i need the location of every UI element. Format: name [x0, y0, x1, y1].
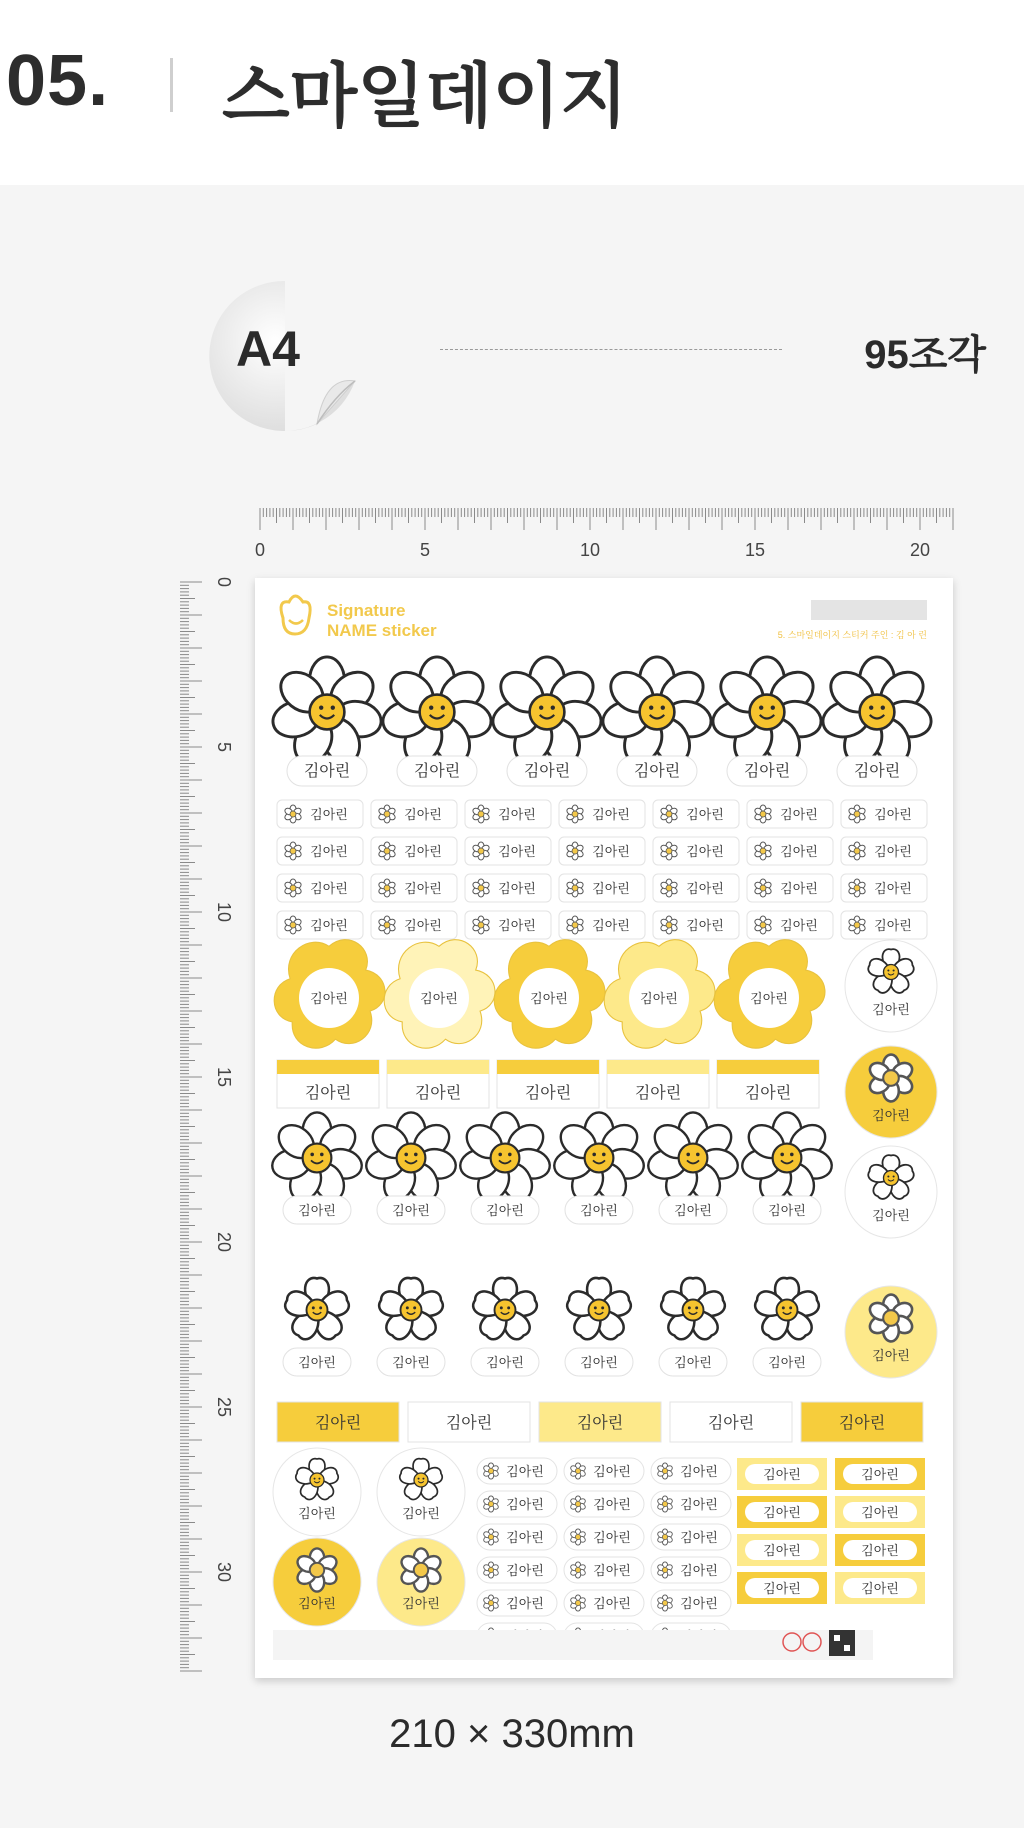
sticker-sheet	[255, 578, 953, 1678]
mini-name-label	[564, 1458, 644, 1484]
daisy-name-sticker	[659, 1278, 727, 1376]
ruler-label: 15	[214, 1066, 234, 1088]
sticker-name: 김아린	[580, 1203, 618, 1218]
flower-icon	[848, 879, 867, 897]
mini-name-label	[651, 1458, 731, 1484]
smiling-daisy-icon	[377, 1278, 445, 1343]
sticker-name: 김아린	[780, 807, 818, 822]
round-daisy-sticker	[845, 940, 937, 1032]
sticker-name: 김아린	[506, 1563, 544, 1578]
tab-name-label	[717, 1060, 819, 1108]
horizontal-ruler-ticks	[260, 508, 953, 530]
tab-name-label	[277, 1060, 379, 1108]
page-header	[0, 0, 1024, 185]
sticker-name: 김아린	[498, 844, 536, 859]
sticker-name: 김아린	[853, 763, 901, 780]
flower-icon	[483, 1496, 500, 1512]
flower-frame-sticker	[604, 940, 715, 1049]
sticker-name: 김아린	[763, 1505, 801, 1520]
daisy-name-sticker	[565, 1278, 633, 1376]
sticker-name: 김아린	[303, 763, 351, 780]
daisy-name-sticker	[269, 1112, 364, 1224]
small-name-label	[747, 911, 833, 939]
framed-name-label	[737, 1572, 827, 1604]
small-name-label	[277, 837, 363, 865]
framed-name-label	[835, 1458, 925, 1490]
sticker-name: 김아린	[414, 1085, 462, 1102]
sticker-name: 김아린	[768, 1203, 806, 1218]
sticker-name: 김아린	[506, 1497, 544, 1512]
vertical-ruler-ticks	[180, 582, 202, 1671]
ruler-label: 10	[214, 901, 234, 923]
sticker-name: 김아린	[686, 844, 724, 859]
flower-icon	[660, 805, 679, 823]
sticker-name: 김아린	[304, 1085, 352, 1102]
sticker-name: 김아린	[498, 918, 536, 933]
small-name-label	[841, 911, 927, 939]
sheet-caption: 5. 스마일데이지 스티커 주인 : 김 아 린	[777, 630, 927, 640]
sticker-name: 김아린	[498, 807, 536, 822]
flower-icon	[378, 916, 397, 934]
sticker-name: 김아린	[592, 881, 630, 896]
smiling-daisy-icon	[819, 657, 934, 769]
flower-frame-sticker	[384, 940, 495, 1049]
small-name-label	[653, 800, 739, 828]
small-name-label	[559, 837, 645, 865]
mini-name-label	[477, 1458, 557, 1484]
small-name-label	[747, 837, 833, 865]
small-name-label	[841, 874, 927, 902]
header-divider	[170, 58, 173, 112]
framed-name-label	[737, 1496, 827, 1528]
flower-icon	[754, 842, 773, 860]
sticker-sheet-art	[255, 578, 953, 1678]
sticker-name: 김아린	[402, 1596, 440, 1611]
sticker-name: 김아린	[404, 881, 442, 896]
mini-name-label	[477, 1557, 557, 1583]
sticker-name: 김아린	[861, 1505, 899, 1520]
sticker-name: 김아린	[592, 844, 630, 859]
large-daisy-sticker	[599, 657, 714, 786]
sticker-name: 김아린	[674, 1203, 712, 1218]
flower-icon	[754, 805, 773, 823]
label-top-bar	[607, 1060, 709, 1074]
horizontal-ruler-labels	[255, 540, 930, 560]
mini-name-label	[477, 1524, 557, 1550]
small-name-label	[277, 800, 363, 828]
daisy-name-sticker	[363, 1112, 458, 1224]
flower-icon	[660, 842, 679, 860]
smiling-daisy-icon	[457, 1112, 552, 1205]
flower-icon	[284, 805, 303, 823]
sticker-name: 김아린	[310, 844, 348, 859]
small-name-label	[465, 837, 551, 865]
sheet-dimensions: 210 × 330mm	[389, 1712, 635, 1756]
sticker-name: 김아린	[874, 844, 912, 859]
flower-icon	[848, 842, 867, 860]
sticker-name: 김아린	[298, 1506, 336, 1521]
flower-icon	[472, 842, 491, 860]
smiling-daisy-icon	[379, 657, 494, 769]
flower-icon	[657, 1496, 674, 1512]
smiling-daisy-icon	[269, 1112, 364, 1205]
sticker-name: 김아린	[506, 1464, 544, 1479]
round-daisy-sticker	[845, 1046, 937, 1138]
sheet-brand	[281, 596, 437, 640]
small-name-label	[653, 837, 739, 865]
label-top-bar	[717, 1060, 819, 1074]
flower-icon	[566, 805, 585, 823]
round-daisy-sticker	[845, 1286, 937, 1378]
mini-name-label	[564, 1491, 644, 1517]
small-name-label	[653, 911, 739, 939]
sticker-name: 김아린	[298, 1596, 336, 1611]
daisy-name-sticker	[457, 1112, 552, 1224]
wide-name-label	[408, 1402, 530, 1442]
label-top-bar	[277, 1060, 379, 1074]
sticker-name: 김아린	[593, 1596, 631, 1611]
wide-name-label	[539, 1402, 661, 1442]
sticker-name: 김아린	[310, 991, 348, 1006]
smiling-daisy-icon	[659, 1278, 727, 1343]
mini-name-label	[651, 1491, 731, 1517]
large-daisy-sticker	[489, 657, 604, 786]
sticker-name: 김아린	[680, 1563, 718, 1578]
sticker-name: 김아린	[392, 1203, 430, 1218]
sticker-name: 김아린	[445, 1415, 493, 1432]
flower-icon	[472, 879, 491, 897]
small-name-label	[371, 911, 457, 939]
sticker-layout	[269, 657, 937, 1649]
daisy-name-sticker	[283, 1278, 351, 1376]
sticker-name: 김아린	[680, 1530, 718, 1545]
large-daisy-sticker	[379, 657, 494, 786]
daisy-name-sticker	[753, 1278, 821, 1376]
sticker-name: 김아린	[838, 1415, 886, 1432]
small-name-label	[841, 800, 927, 828]
tab-name-label	[387, 1060, 489, 1108]
large-daisy-sticker	[269, 657, 384, 786]
flower-icon	[570, 1463, 587, 1479]
smiling-daisy-icon	[551, 1112, 646, 1205]
sticker-name: 김아린	[576, 1415, 624, 1432]
label-top-bar	[387, 1060, 489, 1074]
smiling-daisy-icon	[709, 657, 824, 769]
sticker-name: 김아린	[523, 763, 571, 780]
section-title: 스마일데이지	[222, 57, 628, 135]
flower-icon	[378, 805, 397, 823]
framed-name-label	[737, 1458, 827, 1490]
round-daisy-sticker	[377, 1538, 465, 1626]
sticker-name: 김아린	[874, 807, 912, 822]
sticker-name: 김아린	[744, 1085, 792, 1102]
sticker-name: 김아린	[506, 1596, 544, 1611]
brand-line1: Signature	[327, 601, 406, 620]
qr-code-icon	[829, 1630, 855, 1656]
flower-icon	[570, 1496, 587, 1512]
daisy-name-sticker	[645, 1112, 740, 1224]
ruler-label: 30	[214, 1561, 234, 1583]
mini-name-label	[477, 1491, 557, 1517]
sticker-name: 김아린	[530, 991, 568, 1006]
sticker-name: 김아린	[874, 881, 912, 896]
sticker-name: 김아린	[486, 1203, 524, 1218]
flower-icon	[848, 805, 867, 823]
sticker-name: 김아린	[750, 991, 788, 1006]
round-daisy-sticker	[273, 1448, 361, 1536]
small-name-label	[747, 874, 833, 902]
sticker-name: 김아린	[298, 1355, 336, 1370]
sticker-name: 김아린	[686, 918, 724, 933]
mini-name-label	[651, 1524, 731, 1550]
framed-name-label	[737, 1534, 827, 1566]
sticker-name: 김아린	[593, 1563, 631, 1578]
smiling-daisy-icon	[645, 1112, 740, 1205]
round-daisy-sticker	[377, 1448, 465, 1536]
flower-icon	[483, 1463, 500, 1479]
smiling-daisy-icon	[599, 657, 714, 769]
small-name-label	[559, 874, 645, 902]
sticker-name: 김아린	[592, 807, 630, 822]
ruler-label: 20	[909, 540, 931, 560]
sticker-name: 김아린	[686, 807, 724, 822]
flower-icon	[754, 879, 773, 897]
smiling-daisy-icon	[471, 1278, 539, 1343]
sticker-name: 김아린	[680, 1497, 718, 1512]
flower-icon	[566, 842, 585, 860]
flower-icon	[566, 879, 585, 897]
flower-icon	[483, 1595, 500, 1611]
flower-icon	[483, 1562, 500, 1578]
mini-name-label	[651, 1590, 731, 1616]
wide-name-label	[670, 1402, 792, 1442]
sticker-name: 김아린	[592, 918, 630, 933]
sticker-name: 김아린	[593, 1497, 631, 1512]
smiling-daisy-icon	[565, 1278, 633, 1343]
sticker-name: 김아린	[780, 844, 818, 859]
flower-frame-sticker	[714, 940, 825, 1049]
framed-name-label	[835, 1534, 925, 1566]
sticker-name: 김아린	[413, 763, 461, 780]
sticker-name: 김아린	[780, 918, 818, 933]
flower-icon	[566, 916, 585, 934]
framed-name-label	[835, 1572, 925, 1604]
horizontal-ruler	[254, 508, 954, 568]
round-daisy-sticker	[845, 1146, 937, 1238]
sticker-name: 김아린	[768, 1355, 806, 1370]
daisy-name-sticker	[739, 1112, 834, 1224]
sticker-name: 김아린	[310, 807, 348, 822]
small-name-label	[277, 874, 363, 902]
large-daisy-sticker	[709, 657, 824, 786]
flower-icon	[570, 1562, 587, 1578]
ruler-label: 15	[744, 540, 766, 560]
sticker-name: 김아린	[420, 991, 458, 1006]
small-name-label	[559, 911, 645, 939]
piece-count: 95조각	[864, 333, 986, 377]
small-name-label	[277, 911, 363, 939]
smiling-daisy-icon	[753, 1278, 821, 1343]
daisy-name-sticker	[551, 1112, 646, 1224]
vertical-ruler	[180, 576, 234, 1678]
smiling-daisy-icon	[269, 657, 384, 769]
label-top-bar	[497, 1060, 599, 1074]
sticker-name: 김아린	[763, 1543, 801, 1558]
dotted-separator	[440, 349, 782, 350]
flower-icon	[570, 1529, 587, 1545]
sticker-name: 김아린	[392, 1355, 430, 1370]
sticker-name: 김아린	[498, 881, 536, 896]
wide-name-label	[801, 1402, 923, 1442]
sticker-name: 김아린	[506, 1530, 544, 1545]
sticker-name: 김아린	[404, 844, 442, 859]
sticker-name: 김아린	[314, 1415, 362, 1432]
flower-icon	[378, 842, 397, 860]
sheet-footer	[273, 1630, 873, 1660]
small-name-label	[747, 800, 833, 828]
sticker-name: 김아린	[634, 1085, 682, 1102]
small-name-label	[465, 800, 551, 828]
sticker-name: 김아린	[298, 1203, 336, 1218]
flower-icon	[284, 842, 303, 860]
sticker-name: 김아린	[524, 1085, 572, 1102]
sticker-name: 김아린	[633, 763, 681, 780]
tab-name-label	[497, 1060, 599, 1108]
sticker-name: 김아린	[310, 918, 348, 933]
small-name-label	[841, 837, 927, 865]
mini-name-label	[564, 1524, 644, 1550]
sticker-name: 김아린	[680, 1596, 718, 1611]
sticker-name: 김아린	[593, 1530, 631, 1545]
ruler-label: 0	[214, 576, 234, 588]
sticker-name: 김아린	[686, 881, 724, 896]
flower-icon	[657, 1463, 674, 1479]
small-name-label	[559, 800, 645, 828]
sticker-name: 김아린	[872, 1348, 910, 1363]
mini-name-label	[477, 1590, 557, 1616]
daisy-name-sticker	[377, 1278, 445, 1376]
sticker-name: 김아린	[402, 1506, 440, 1521]
wide-name-label	[277, 1402, 399, 1442]
sticker-name: 김아린	[580, 1355, 618, 1370]
size-badge-label: A4	[236, 321, 300, 377]
smiling-daisy-icon	[363, 1112, 458, 1205]
sticker-name: 김아린	[404, 918, 442, 933]
brand-logo-icon	[281, 596, 310, 634]
flower-icon	[570, 1595, 587, 1611]
sticker-name: 김아린	[743, 763, 791, 780]
flower-icon	[660, 916, 679, 934]
sticker-name: 김아린	[861, 1467, 899, 1482]
ruler-label: 0	[254, 540, 266, 560]
smiling-daisy-icon	[283, 1278, 351, 1343]
sticker-name: 김아린	[874, 918, 912, 933]
brand-line2: NAME sticker	[327, 621, 437, 640]
redacted-block	[811, 600, 927, 620]
small-name-label	[465, 911, 551, 939]
tab-name-label	[607, 1060, 709, 1108]
flower-icon	[657, 1562, 674, 1578]
large-daisy-sticker	[819, 657, 934, 786]
sticker-name: 김아린	[872, 1002, 910, 1017]
flower-frame-sticker	[494, 940, 605, 1049]
smiling-daisy-icon	[489, 657, 604, 769]
small-name-label	[371, 800, 457, 828]
flower-icon	[284, 879, 303, 897]
flower-icon	[284, 916, 303, 934]
sticker-name: 김아린	[872, 1108, 910, 1123]
round-daisy-sticker	[273, 1538, 361, 1626]
flower-icon	[472, 805, 491, 823]
mini-name-label	[651, 1557, 731, 1583]
sticker-name: 김아린	[674, 1355, 712, 1370]
flower-icon	[483, 1529, 500, 1545]
flower-icon	[848, 916, 867, 934]
sticker-name: 김아린	[861, 1581, 899, 1596]
sticker-name: 김아린	[763, 1581, 801, 1596]
flower-icon	[660, 879, 679, 897]
ruler-label: 5	[419, 540, 431, 560]
sticker-name: 김아린	[486, 1355, 524, 1370]
flower-icon	[657, 1595, 674, 1611]
sticker-name: 김아린	[872, 1208, 910, 1223]
ruler-label: 10	[579, 540, 601, 560]
flower-icon	[472, 916, 491, 934]
sticker-name: 김아린	[680, 1464, 718, 1479]
sticker-name: 김아린	[593, 1464, 631, 1479]
ruler-label: 5	[214, 741, 234, 753]
section-number: 05.	[6, 41, 110, 121]
flower-frame-sticker	[274, 940, 385, 1049]
sticker-name: 김아린	[763, 1467, 801, 1482]
mini-name-label	[564, 1590, 644, 1616]
flower-icon	[754, 916, 773, 934]
small-name-label	[371, 874, 457, 902]
small-name-label	[371, 837, 457, 865]
small-name-label	[465, 874, 551, 902]
smiling-daisy-icon	[739, 1112, 834, 1205]
sticker-name: 김아린	[310, 881, 348, 896]
sticker-name: 김아린	[404, 807, 442, 822]
flower-icon	[657, 1529, 674, 1545]
ruler-label: 20	[214, 1231, 234, 1253]
framed-name-label	[835, 1496, 925, 1528]
flower-icon	[378, 879, 397, 897]
sticker-name: 김아린	[640, 991, 678, 1006]
sticker-name: 김아린	[861, 1543, 899, 1558]
sticker-name: 김아린	[780, 881, 818, 896]
ruler-label: 25	[214, 1396, 234, 1418]
small-name-label	[653, 874, 739, 902]
daisy-name-sticker	[471, 1278, 539, 1376]
mini-name-label	[564, 1557, 644, 1583]
sticker-name: 김아린	[707, 1415, 755, 1432]
